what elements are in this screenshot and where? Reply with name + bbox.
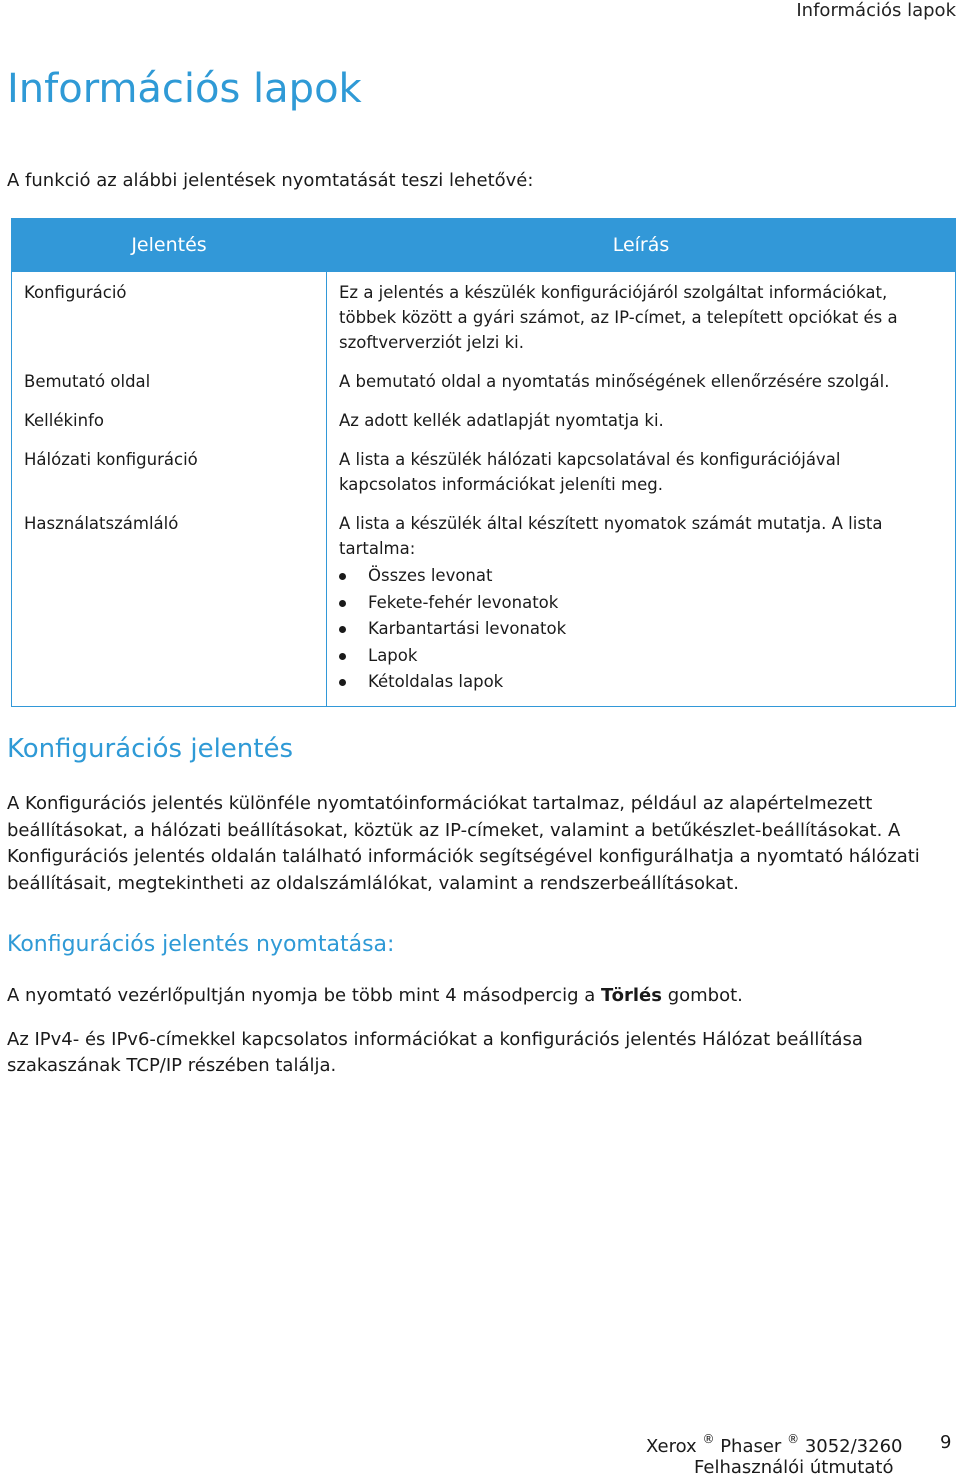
ip-note: Az IPv4- és IPv6-címekkel kapcsolatos információkat a konfigurációs jelentés Hálózat beállítása szakaszának TCP/IP részében találja. bbox=[7, 1029, 863, 1076]
list-item: Karbantartási levonatok bbox=[339, 616, 943, 643]
registered-mark: ® bbox=[787, 1432, 800, 1446]
report-name: Konfiguráció bbox=[12, 272, 327, 362]
report-description: A lista a készülék által készített nyomatok számát mutatja. A lista tartalma: bbox=[339, 514, 883, 558]
registered-mark: ® bbox=[702, 1432, 715, 1446]
report-description: A bemutató oldal a nyomtatás minőségének ellenőrzésére szolgál. bbox=[327, 361, 956, 400]
footer-brand: Xerox bbox=[646, 1436, 697, 1457]
table-row bbox=[12, 439, 956, 503]
report-name: Bemutató oldal bbox=[12, 361, 327, 400]
page-title: Információs lapok bbox=[7, 66, 362, 112]
list-item: Fekete-fehér levonatok bbox=[339, 590, 943, 617]
footer-manual-title: Felhasználói útmutató bbox=[694, 1457, 894, 1478]
counter-list bbox=[339, 563, 943, 696]
instruction-text-start: A nyomtató vezérlőpultján nyomja be több mint 4 másodpercig a bbox=[7, 985, 602, 1006]
column-header-description: Leírás bbox=[327, 219, 956, 272]
footer-model: 3052/3260 bbox=[804, 1436, 903, 1457]
list-item: Összes levonat bbox=[339, 563, 943, 590]
report-description: Ez a jelentés a készülék konfigurációjáról szolgáltat információkat, többek között a gyári számot, az IP-címet, a telepített opciókat és a szoftververziót jelzi ki. bbox=[327, 272, 956, 362]
subsection-title: Konfigurációs jelentés nyomtatása: bbox=[7, 932, 395, 957]
footer-product-name: Phaser bbox=[720, 1436, 782, 1457]
report-description: Az adott kellék adatlapját nyomtatja ki. bbox=[327, 400, 956, 439]
running-header: Információs lapok bbox=[796, 0, 956, 21]
section-body: A Konfigurációs jelentés különféle nyomtatóinformációkat tartalmaz, például az alapértelmezett beállításokat, a hálózati beállításokat, köztük az IP-címeket, valamint a betűkészlet-beállításokat. A Konfigurációs jelentés oldalán található információk segítségével konfigurálhatja a nyomtató hálózati beállításait, megtekintheti az oldalszámlálókat, valamint a rendszerbeállításokat. bbox=[7, 793, 920, 894]
intro-text: A funkció az alábbi jelentések nyomtatását teszi lehetővé: bbox=[7, 170, 534, 191]
list-item: Kétoldalas lapok bbox=[339, 669, 943, 696]
report-name: Használatszámláló bbox=[12, 503, 327, 706]
report-description: A lista a készülék hálózati kapcsolatával és konfigurációjával kapcsolatos információkat jeleníti meg. bbox=[327, 439, 956, 503]
table-row bbox=[12, 400, 956, 439]
table-header-row bbox=[12, 219, 956, 272]
table-row bbox=[12, 503, 956, 706]
column-header-report: Jelentés bbox=[12, 219, 327, 272]
instruction-text-end: gombot. bbox=[661, 985, 743, 1006]
reports-table bbox=[11, 218, 956, 707]
report-name: Kellékinfo bbox=[12, 400, 327, 439]
page-number: 9 bbox=[940, 1432, 952, 1453]
clear-button-name: Törlés bbox=[601, 985, 662, 1006]
report-name: Hálózati konfiguráció bbox=[12, 439, 327, 503]
table-row bbox=[12, 272, 956, 362]
footer-product bbox=[646, 1432, 903, 1457]
list-item: Lapok bbox=[339, 643, 943, 670]
section-title: Konfigurációs jelentés bbox=[7, 734, 294, 764]
table-row bbox=[12, 361, 956, 400]
report-description-cell bbox=[327, 503, 956, 706]
instruction-text bbox=[7, 983, 743, 1009]
